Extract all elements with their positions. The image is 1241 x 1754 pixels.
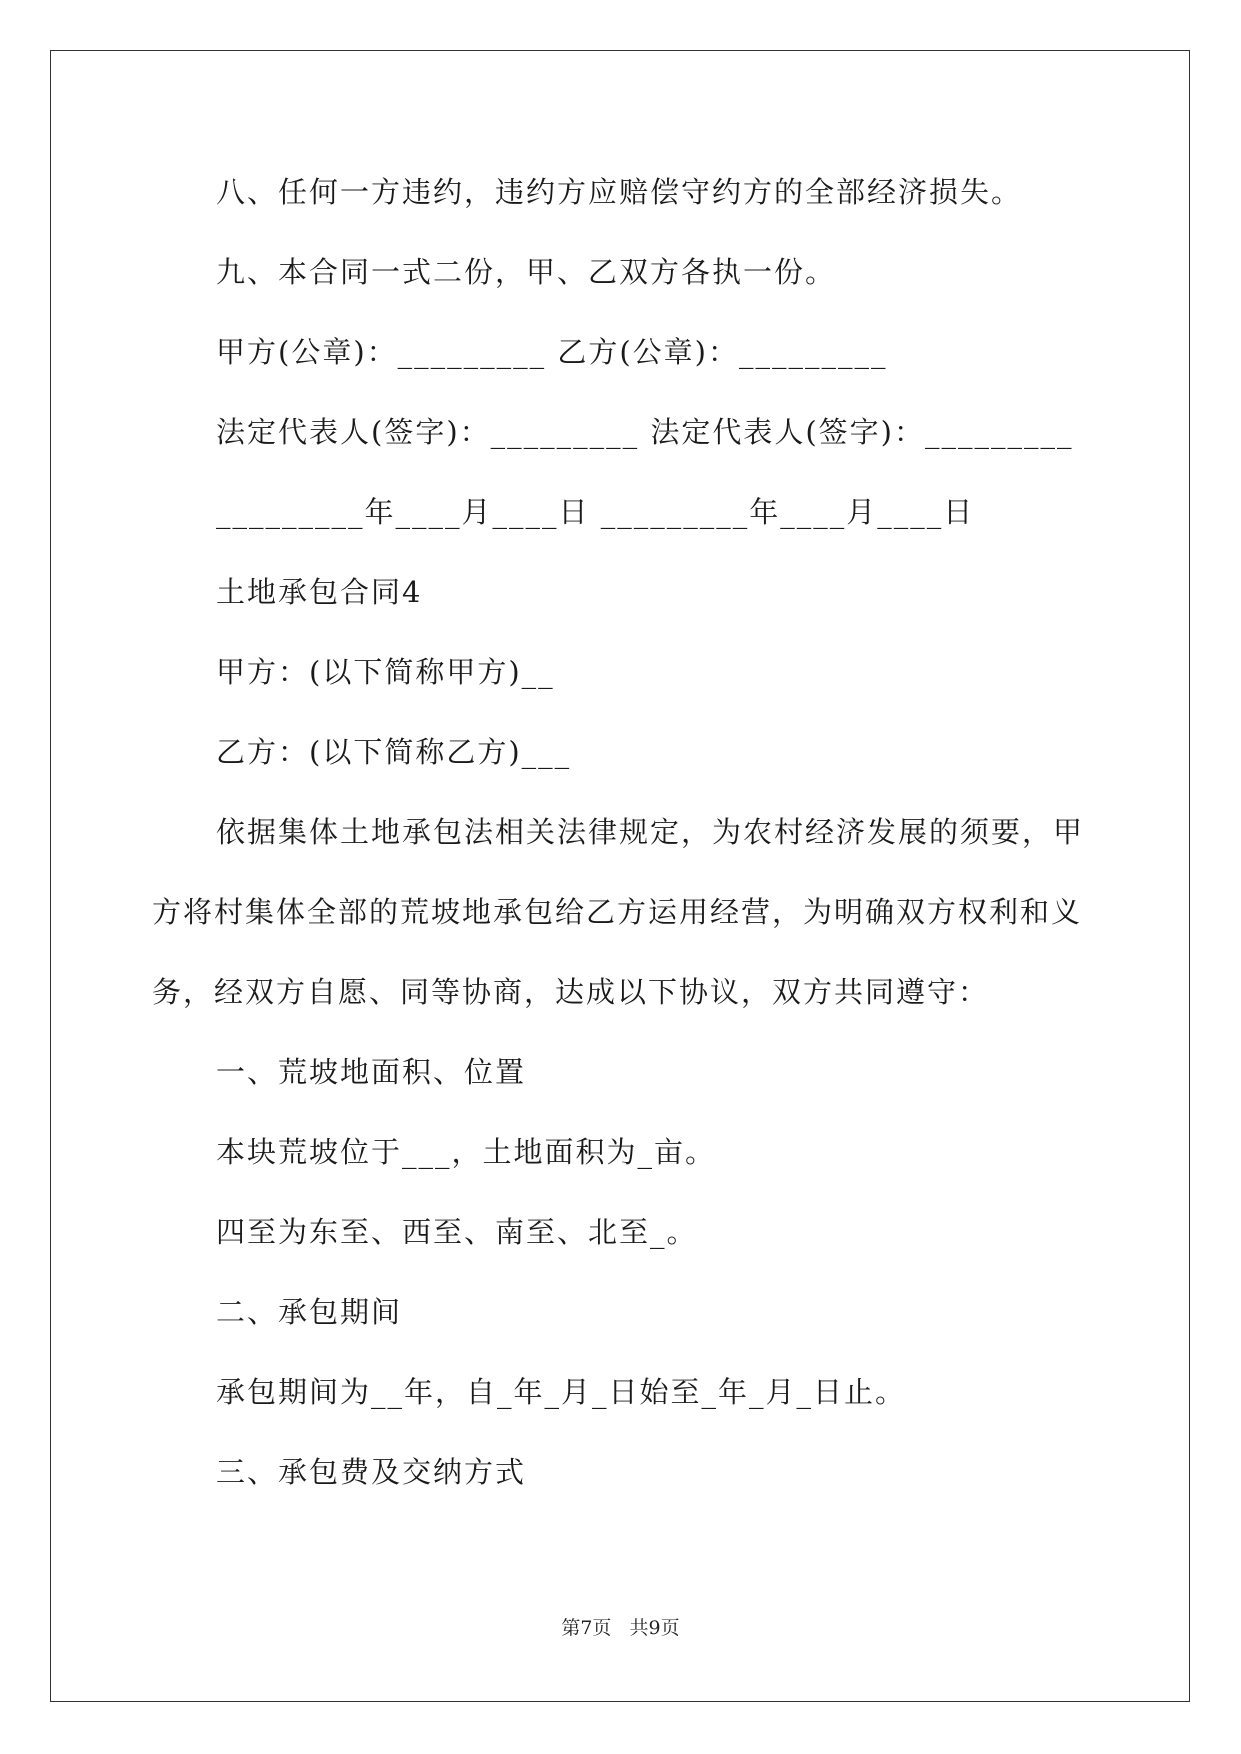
contract-title: 土地承包合同4 [216, 575, 423, 609]
clause-9-text: 九、本合同一式二份，甲、乙双方各执一份。 [216, 255, 837, 289]
preamble-line-1: 依据集体土地承包法相关法律规定，为农村经济发展的须要，甲 [216, 815, 1085, 849]
location-text: 本块荒坡位于___，土地面积为_亩。 [216, 1135, 717, 1169]
term-text: 承包期间为__年，自_年_月_日始至_年_月_日止。 [216, 1375, 907, 1409]
party-b-line: 乙方：(以下简称乙方)___ [216, 735, 572, 769]
seal-line: 甲方(公章)：_________ 乙方(公章)：_________ [216, 335, 888, 369]
section-1-heading: 一、荒坡地面积、位置 [216, 1055, 527, 1089]
party-a-line: 甲方：(以下简称甲方)__ [216, 655, 555, 689]
section-2-heading: 二、承包期间 [216, 1295, 403, 1329]
preamble-line-2: 方将村集体全部的荒坡地承包给乙方运用经营，为明确双方权利和义 [152, 895, 1083, 929]
clause-8-text: 八、任何一方违约，违约方应赔偿守约方的全部经济损失。 [216, 175, 1023, 209]
page-number: 第7页 共9页 [561, 1617, 680, 1639]
boundary-text: 四至为东至、西至、南至、北至_。 [216, 1215, 698, 1249]
signature-line: 法定代表人(签字)：_________ 法定代表人(签字)：_________ [216, 415, 1074, 449]
preamble-line-3: 务，经双方自愿、同等协商，达成以下协议，双方共同遵守： [152, 975, 990, 1009]
section-3-heading: 三、承包费及交纳方式 [216, 1455, 527, 1489]
date-line: _________年____月____日 _________年____月____日 [216, 495, 975, 529]
